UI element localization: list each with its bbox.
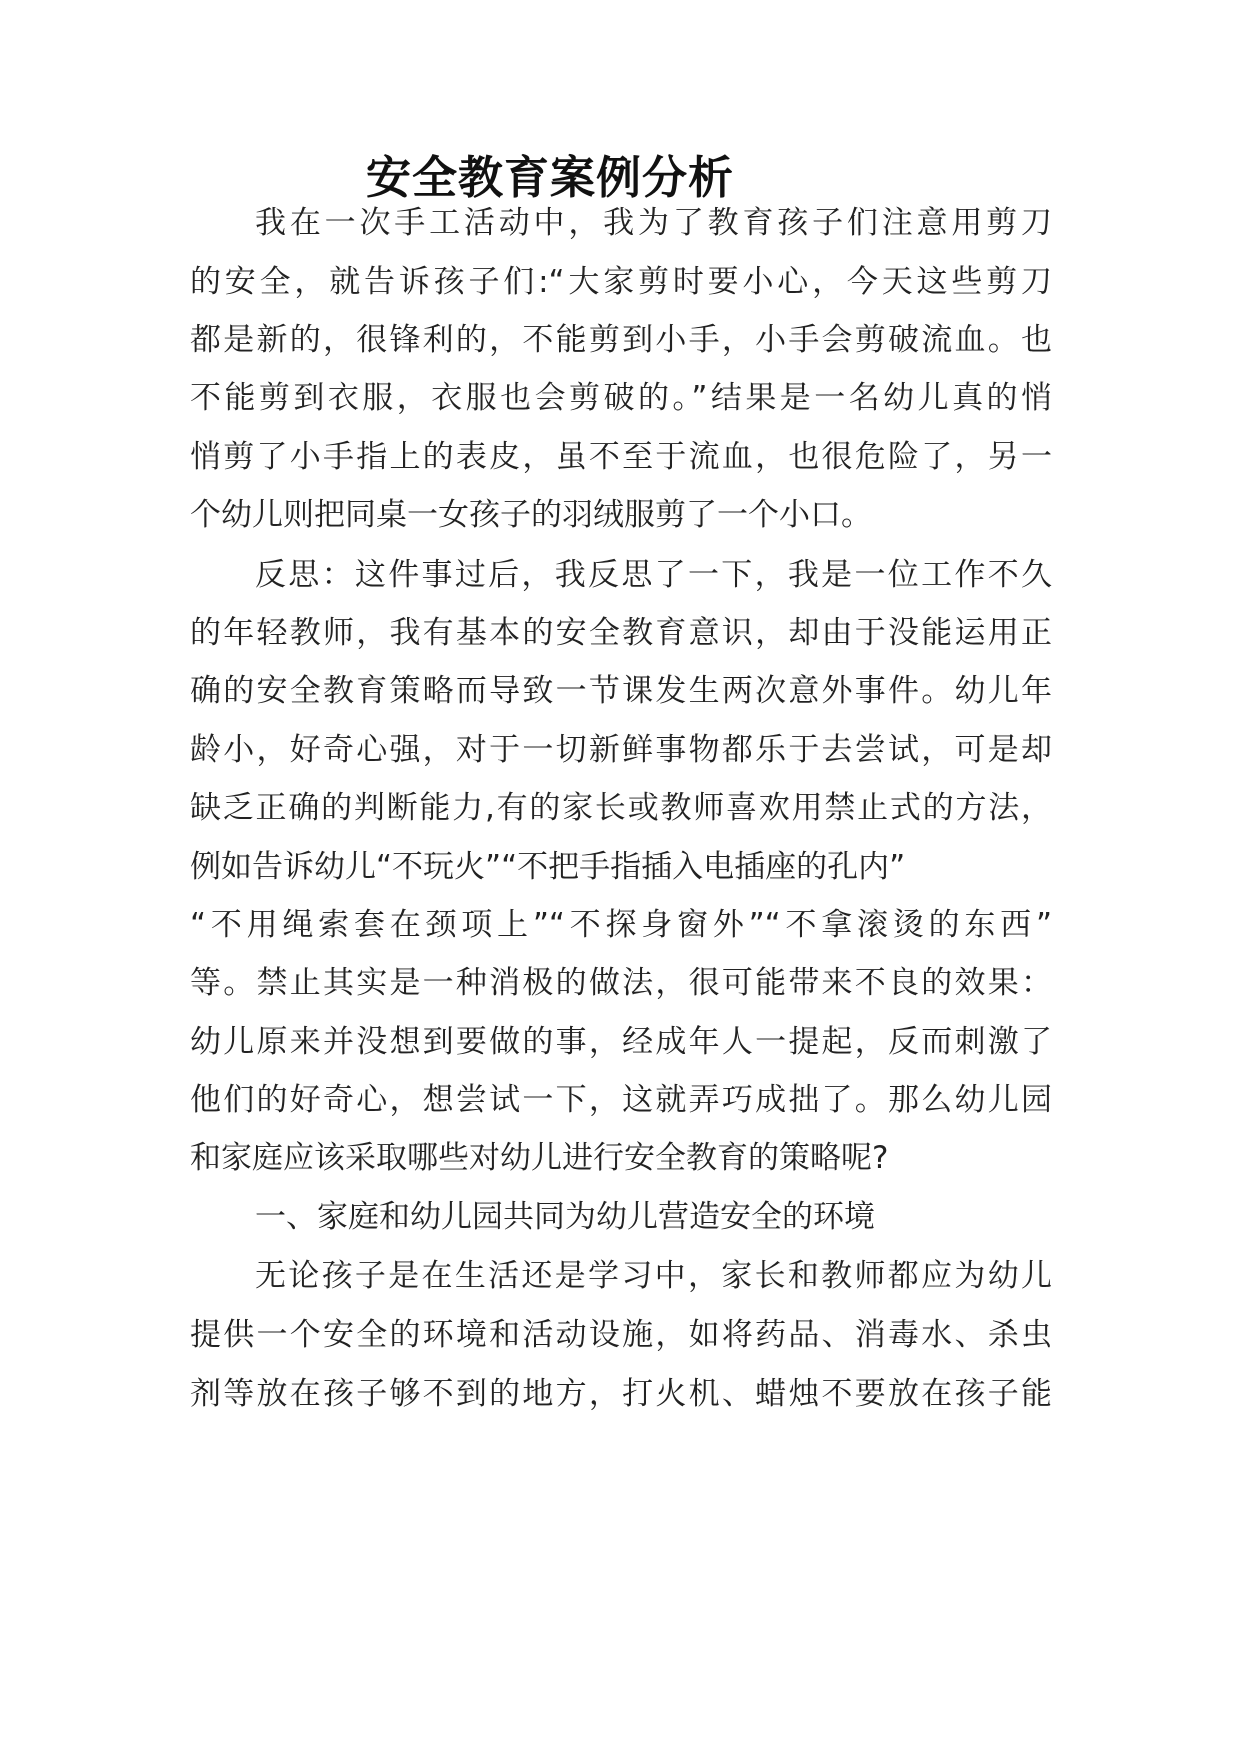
paragraph-2-line-8: 等。禁止其实是一种消极的做法，很可能带来不良的效果：	[190, 965, 1052, 1001]
paragraph-1-line-6: 个幼儿则把同桌一女孩子的羽绒服剪了一个小口。	[190, 497, 872, 533]
paragraph-2-line-1: 反思：这件事过后，我反思了一下，我是一位工作不久	[255, 557, 1052, 593]
paragraph-2-line-10: 他们的好奇心，想尝试一下，这就弄巧成拙了。那么幼儿园	[190, 1082, 1052, 1118]
paragraph-1-line-3: 都是新的，很锋利的，不能剪到小手，小手会剪破流血。也	[190, 322, 1052, 358]
paragraph-2-line-2: 的年轻教师，我有基本的安全教育意识，却由于没能运用正	[190, 615, 1052, 651]
paragraph-1-line-1: 我在一次手工活动中，我为了教育孩子们注意用剪刀	[255, 205, 1052, 241]
paragraph-2-line-4: 龄小，好奇心强，对于一切新鲜事物都乐于去尝试，可是却	[190, 732, 1052, 768]
paragraph-2-line-11: 和家庭应该采取哪些对幼儿进行安全教育的策略呢?	[190, 1140, 889, 1176]
paragraph-2-line-9: 幼儿原来并没想到要做的事，经成年人一提起，反而刺激了	[190, 1024, 1052, 1060]
paragraph-2-line-5: 缺乏正确的判断能力,有的家长或教师喜欢用禁止式的方法，	[190, 790, 1052, 826]
paragraph-3-line-1: 无论孩子是在生活还是学习中，家长和教师都应为幼儿	[255, 1258, 1052, 1294]
paragraph-2-line-3: 确的安全教育策略而导致一节课发生两次意外事件。幼儿年	[190, 673, 1052, 709]
paragraph-1-line-4: 不能剪到衣服，衣服也会剪破的。”结果是一名幼儿真的悄	[190, 380, 1052, 416]
paragraph-2-line-6: 例如告诉幼儿“不玩火”“不把手指插入电插座的孔内”	[190, 849, 906, 885]
section-heading-1: 一、家庭和幼儿园共同为幼儿营造安全的环境	[255, 1199, 875, 1235]
paragraph-3-line-2: 提供一个安全的环境和活动设施，如将药品、消毒水、杀虫	[190, 1317, 1052, 1353]
paragraph-1-line-2: 的安全，就告诉孩子们:“大家剪时要小心，今天这些剪刀	[190, 264, 1052, 300]
paragraph-1-line-5: 悄剪了小手指上的表皮，虽不至于流血，也很危险了，另一	[190, 439, 1052, 475]
document-title: 安全教育案例分析	[365, 151, 734, 204]
paragraph-3-line-3: 剂等放在孩子够不到的地方，打火机、蜡烛不要放在孩子能	[190, 1376, 1052, 1412]
paragraph-2-line-7: “不用绳索套在颈项上”“不探身窗外”“不拿滚烫的东西”	[190, 907, 1052, 943]
